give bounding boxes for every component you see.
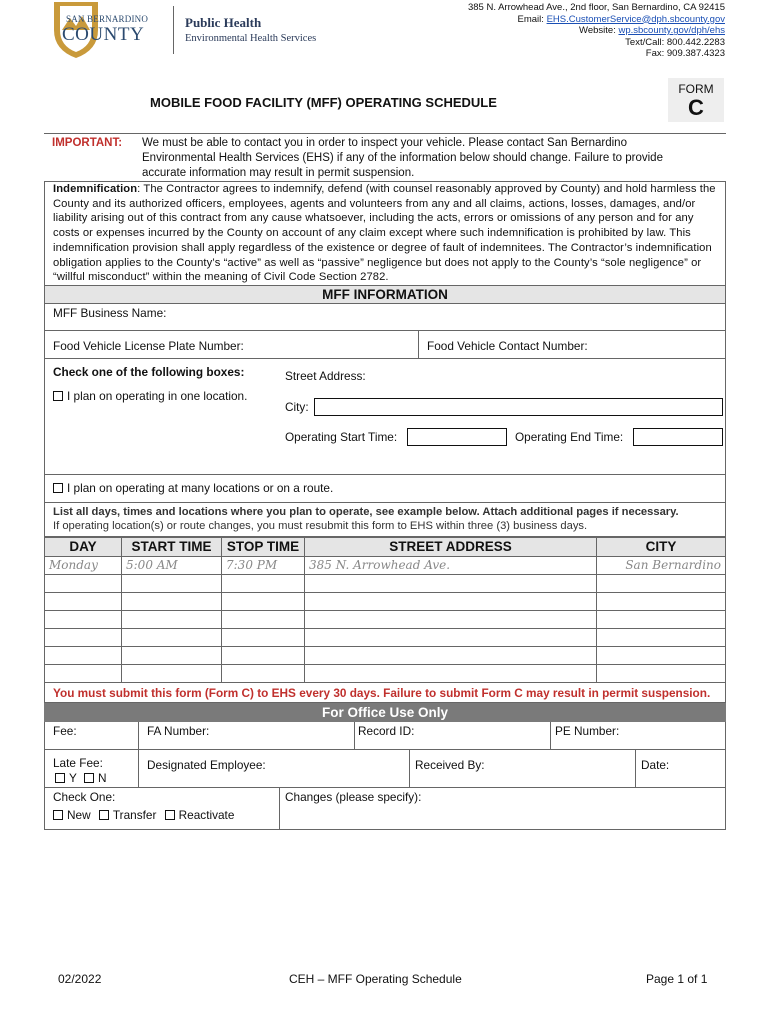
mff-info-heading: MFF INFORMATION: [44, 285, 726, 304]
transfer-checkbox[interactable]: [99, 810, 109, 820]
schedule-cell[interactable]: [305, 646, 597, 664]
reactivate-label: Reactivate: [178, 807, 235, 822]
new-checkbox[interactable]: [53, 810, 63, 820]
schedule-header-row: [45, 537, 726, 556]
email-link[interactable]: EHS.CustomerService@dph.sbcounty.gov: [546, 13, 725, 25]
contact-info: [468, 2, 725, 60]
route-instructions: [44, 503, 726, 537]
schedule-cell[interactable]: [597, 646, 726, 664]
website-label: Website:: [579, 25, 616, 37]
vehicle-row: [44, 331, 726, 359]
schedule-cell[interactable]: [45, 610, 122, 628]
end-time-input[interactable]: [633, 428, 723, 446]
transfer-label: Transfer: [112, 807, 157, 822]
divider: [409, 750, 410, 787]
office-use-heading: For Office Use Only: [44, 703, 726, 722]
logo-main-text: COUNTY: [62, 24, 145, 45]
late-fee-label: Late Fee:: [53, 755, 103, 770]
city-input[interactable]: [314, 398, 723, 416]
record-id-label: Record ID:: [358, 723, 415, 738]
office-row-3: [44, 788, 726, 830]
many-locations-label: I plan on operating at many locations or on a route.: [67, 480, 334, 495]
form-badge: [668, 78, 724, 122]
schedule-cell[interactable]: [597, 610, 726, 628]
indemnification-label: Indemnification: [53, 183, 138, 195]
schedule-row[interactable]: [45, 610, 726, 628]
office-row-2: [44, 750, 726, 788]
schedule-cell[interactable]: [222, 628, 305, 646]
many-locations-checkbox[interactable]: [53, 483, 63, 493]
fax: Fax: 909.387.4323: [645, 48, 725, 60]
start-time-label: Operating Start Time:: [285, 429, 398, 444]
change-note: If operating location(s) or route changes, you must resubmit this form to EHS within three (3) business days.: [53, 520, 588, 533]
example-city: San Bernardino: [597, 556, 726, 574]
contact-number-field[interactable]: [419, 331, 725, 358]
business-name-row[interactable]: [44, 304, 726, 331]
text-call: Text/Call: 800.442.2283: [625, 36, 725, 48]
one-location-label: I plan on operating in one location.: [67, 388, 248, 403]
schedule-cell[interactable]: [305, 610, 597, 628]
yes-label: Y: [69, 770, 77, 785]
email-label: Email:: [517, 13, 544, 25]
one-location-option[interactable]: [45, 387, 255, 405]
fee-field[interactable]: [45, 722, 139, 749]
schedule-cell[interactable]: [45, 628, 122, 646]
schedule-cell[interactable]: [122, 574, 222, 592]
example-start: 5:00 AM: [122, 556, 222, 574]
schedule-cell[interactable]: [597, 664, 726, 682]
example-row: [45, 556, 726, 574]
new-label: New: [67, 807, 91, 822]
col-day: DAY: [45, 537, 122, 556]
schedule-cell[interactable]: [122, 610, 222, 628]
schedule-cell[interactable]: [222, 646, 305, 664]
fee-label: Fee:: [53, 723, 77, 738]
many-locations-row[interactable]: [44, 475, 726, 503]
date-label: Date:: [641, 757, 670, 772]
submission-warning: You must submit this form (Form C) to EHS every 30 days. Failure to submit Form C may result in permit suspension.: [53, 685, 711, 700]
important-notice: [44, 134, 726, 181]
dept-subtitle: Environmental Health Services: [185, 33, 317, 44]
check-one-office: [45, 788, 280, 829]
schedule-cell[interactable]: [305, 664, 597, 682]
schedule-row[interactable]: [45, 646, 726, 664]
col-stop-time: STOP TIME: [222, 537, 305, 556]
schedule-row[interactable]: [45, 592, 726, 610]
schedule-cell[interactable]: [45, 664, 122, 682]
example-day: Monday: [45, 556, 122, 574]
schedule-cell[interactable]: [45, 646, 122, 664]
license-plate-label: Food Vehicle License Plate Number:: [53, 338, 244, 353]
schedule-cell[interactable]: [305, 592, 597, 610]
office-check-one-label: Check One:: [53, 789, 116, 804]
col-street-address: STREET ADDRESS: [305, 537, 597, 556]
end-time-label: Operating End Time:: [515, 429, 624, 444]
logo-top-text: SAN BERNARDINO: [66, 14, 149, 24]
schedule-cell[interactable]: [122, 628, 222, 646]
schedule-cell[interactable]: [122, 646, 222, 664]
website-link[interactable]: wp.sbcounty.gov/dph/ehs: [618, 25, 725, 37]
schedule-cell[interactable]: [222, 592, 305, 610]
email-line: [468, 14, 725, 26]
dept-title: Public Health: [185, 15, 262, 30]
schedule-cell[interactable]: [305, 628, 597, 646]
schedule-cell[interactable]: [597, 574, 726, 592]
divider: [354, 722, 355, 749]
street-address-label: Street Address:: [285, 368, 366, 383]
schedule-cell[interactable]: [222, 574, 305, 592]
indemnification-text: : The Contractor agrees to indemnify, defend (with counsel reasonably approved by County) and hold harmless the County and its authorized officers, employees, agents and volunteers from any and all claims, actions, losses, damages, and/or liability arising out of this contract from any cause whatsoever, including the acts, errors or omissions of any person and for any costs or expenses incurred by the County on account of any claim except where such indemnification is prohibited by law. This indemnification provision shall apply regardless of the existence or degree of fault of indemnitees. The Contractor’s indemnification obligation applies to the County’s “active” as well as “passive” negligence but does not apply to the County’s “sole negligence” or “willful misconduct” within the meaning of Civil Code Section 2782.: [53, 183, 716, 284]
important-text: We must be able to contact you in order to inspect your vehicle. Please contact San Bernardino Environmental Health Services (EHS) if any of the information below should change. Failure to provide accurate information may result in permit suspension.: [142, 137, 663, 179]
status-options: [53, 808, 234, 822]
divider: [635, 750, 636, 787]
yes-checkbox[interactable]: [55, 773, 65, 783]
divider: [550, 722, 551, 749]
city-label: City:: [285, 399, 309, 414]
contact-number-label: Food Vehicle Contact Number:: [427, 338, 588, 353]
schedule-cell[interactable]: [305, 574, 597, 592]
indemnification-block: [44, 181, 726, 285]
schedule-row[interactable]: [45, 664, 726, 682]
example-address: 385 N. Arrowhead Ave.: [305, 556, 597, 574]
start-time-input[interactable]: [407, 428, 507, 446]
schedule-row[interactable]: [45, 574, 726, 592]
fa-number-label: FA Number:: [147, 723, 210, 738]
reactivate-checkbox[interactable]: [165, 810, 175, 820]
county-logo: [44, 0, 164, 60]
check-one-label: Check one of the following boxes:: [53, 364, 245, 379]
schedule-cell[interactable]: [597, 592, 726, 610]
schedule-table: [44, 537, 726, 683]
form-label: FORM: [678, 82, 714, 96]
late-fee-options: [55, 771, 106, 785]
department-name: [185, 15, 316, 44]
schedule-cell[interactable]: [45, 574, 122, 592]
schedule-cell[interactable]: [222, 664, 305, 682]
changes-label: Changes (please specify):: [285, 789, 422, 804]
footer-page: Page 1 of 1: [646, 972, 708, 986]
no-checkbox[interactable]: [84, 773, 94, 783]
footer-title: CEH – MFF Operating Schedule: [289, 972, 462, 986]
single-location-section: [44, 359, 726, 475]
schedule-row[interactable]: [45, 628, 726, 646]
schedule-cell[interactable]: [597, 628, 726, 646]
schedule-cell[interactable]: [222, 610, 305, 628]
designated-employee-label: Designated Employee:: [147, 757, 266, 772]
header-divider: [173, 6, 174, 54]
important-block: [44, 133, 726, 181]
list-instructions: List all days, times and locations where you plan to operate, see example below. Attach additional pages if necessary.: [53, 505, 679, 518]
late-fee-field: [45, 750, 139, 787]
schedule-cell[interactable]: [45, 592, 122, 610]
col-start-time: START TIME: [122, 537, 222, 556]
received-by-label: Received By:: [415, 757, 485, 772]
schedule-blank-rows: [45, 574, 726, 682]
no-label: N: [97, 770, 107, 785]
license-plate-field[interactable]: [45, 331, 419, 358]
col-city: CITY: [597, 537, 726, 556]
schedule-cell[interactable]: [122, 592, 222, 610]
business-name-label: MFF Business Name:: [53, 305, 167, 320]
many-locations-option[interactable]: [45, 475, 725, 497]
form-body: [44, 133, 726, 830]
office-row-1: [44, 722, 726, 750]
schedule-cell[interactable]: [122, 664, 222, 682]
website-line: [468, 25, 725, 37]
important-label: IMPORTANT:: [52, 137, 123, 149]
warning-row: [44, 683, 726, 703]
one-location-checkbox[interactable]: [53, 391, 63, 401]
pe-number-label: PE Number:: [555, 723, 620, 738]
example-stop: 7:30 PM: [222, 556, 305, 574]
footer-date: 02/2022: [58, 972, 102, 986]
page-title: MOBILE FOOD FACILITY (MFF) OPERATING SCHEDULE: [150, 95, 497, 110]
address: 385 N. Arrowhead Ave., 2nd floor, San Bernardino, CA 92415: [467, 2, 725, 13]
form-letter: C: [688, 95, 704, 120]
